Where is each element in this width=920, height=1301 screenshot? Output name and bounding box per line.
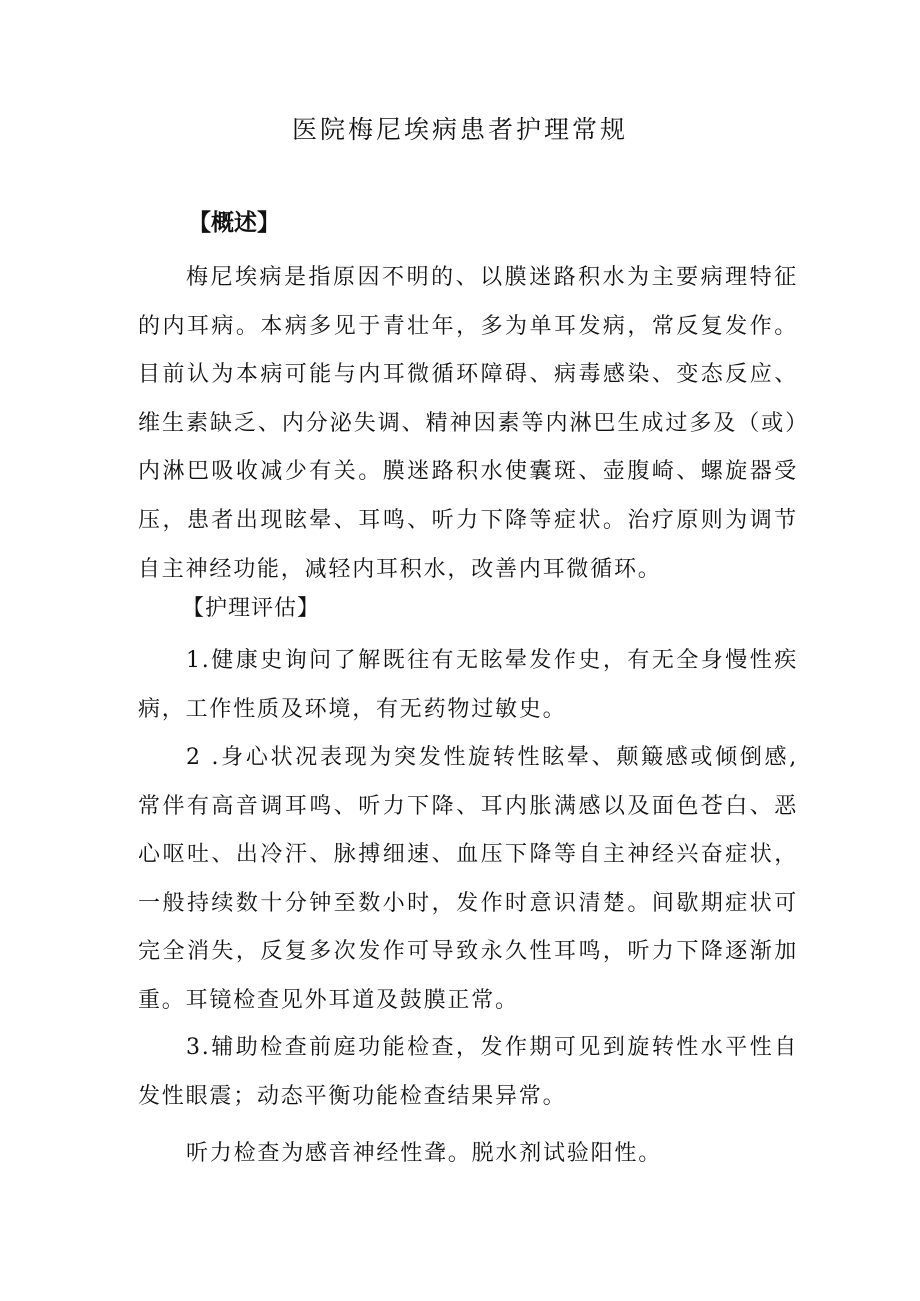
assessment-item-exams: 3.辅助检查前庭功能检查，发作期可见到旋转性水平性自发性眼震；动态平衡功能检查结果异常。 <box>138 1035 798 1109</box>
assessment-item-symptoms: 2 .身心状况表现为突发性旋转性眩晕、颠簸感或倾倒感,常伴有高音调耳鸣、听力下降、耳内胀满感以及面色苍白、恶心呕吐、出冷汗、脉搏细速、血压下降等自主神经兴奋症状，一般持续数十分钟至数小时，发作时意识清楚。间歇期症状可完全消失，反复多次发作可导致永久性耳鸣，听力下降逐渐加重。耳镜检查见外耳道及鼓膜正常。 <box>138 745 798 1013</box>
assessment-heading: 【护理评估】 <box>182 596 321 621</box>
hearing-exam-paragraph: 听力检查为感音神经性聋。脱水剂试验阳性。 <box>186 1141 663 1166</box>
assessment-item-history: 1.健康史询问了解既往有无眩晕发作史，有无全身慢性疾病，工作性质及环境，有无药物过敏史。 <box>138 648 798 722</box>
overview-heading: 【概述】 <box>188 209 280 236</box>
document-title: 医院梅尼埃病患者护理常规 <box>291 115 628 144</box>
overview-paragraph: 梅尼埃病是指原因不明的、以膜迷路积水为主要病理特征的内耳病。本病多见于青壮年，多为单耳发病，常反复发作。目前认为本病可能与内耳微循环障碍、病毒感染、变态反应、维生素缺乏、内分泌失调、精神因素等内淋巴生成过多及（或）内淋巴吸收减少有关。膜迷路积水使囊斑、壶腹崎、螺旋器受压，患者出现眩晕、耳鸣、听力下降等症状。治疗原则为调节自主神经功能，减轻内耳积水，改善内耳微循环。 <box>138 265 798 582</box>
